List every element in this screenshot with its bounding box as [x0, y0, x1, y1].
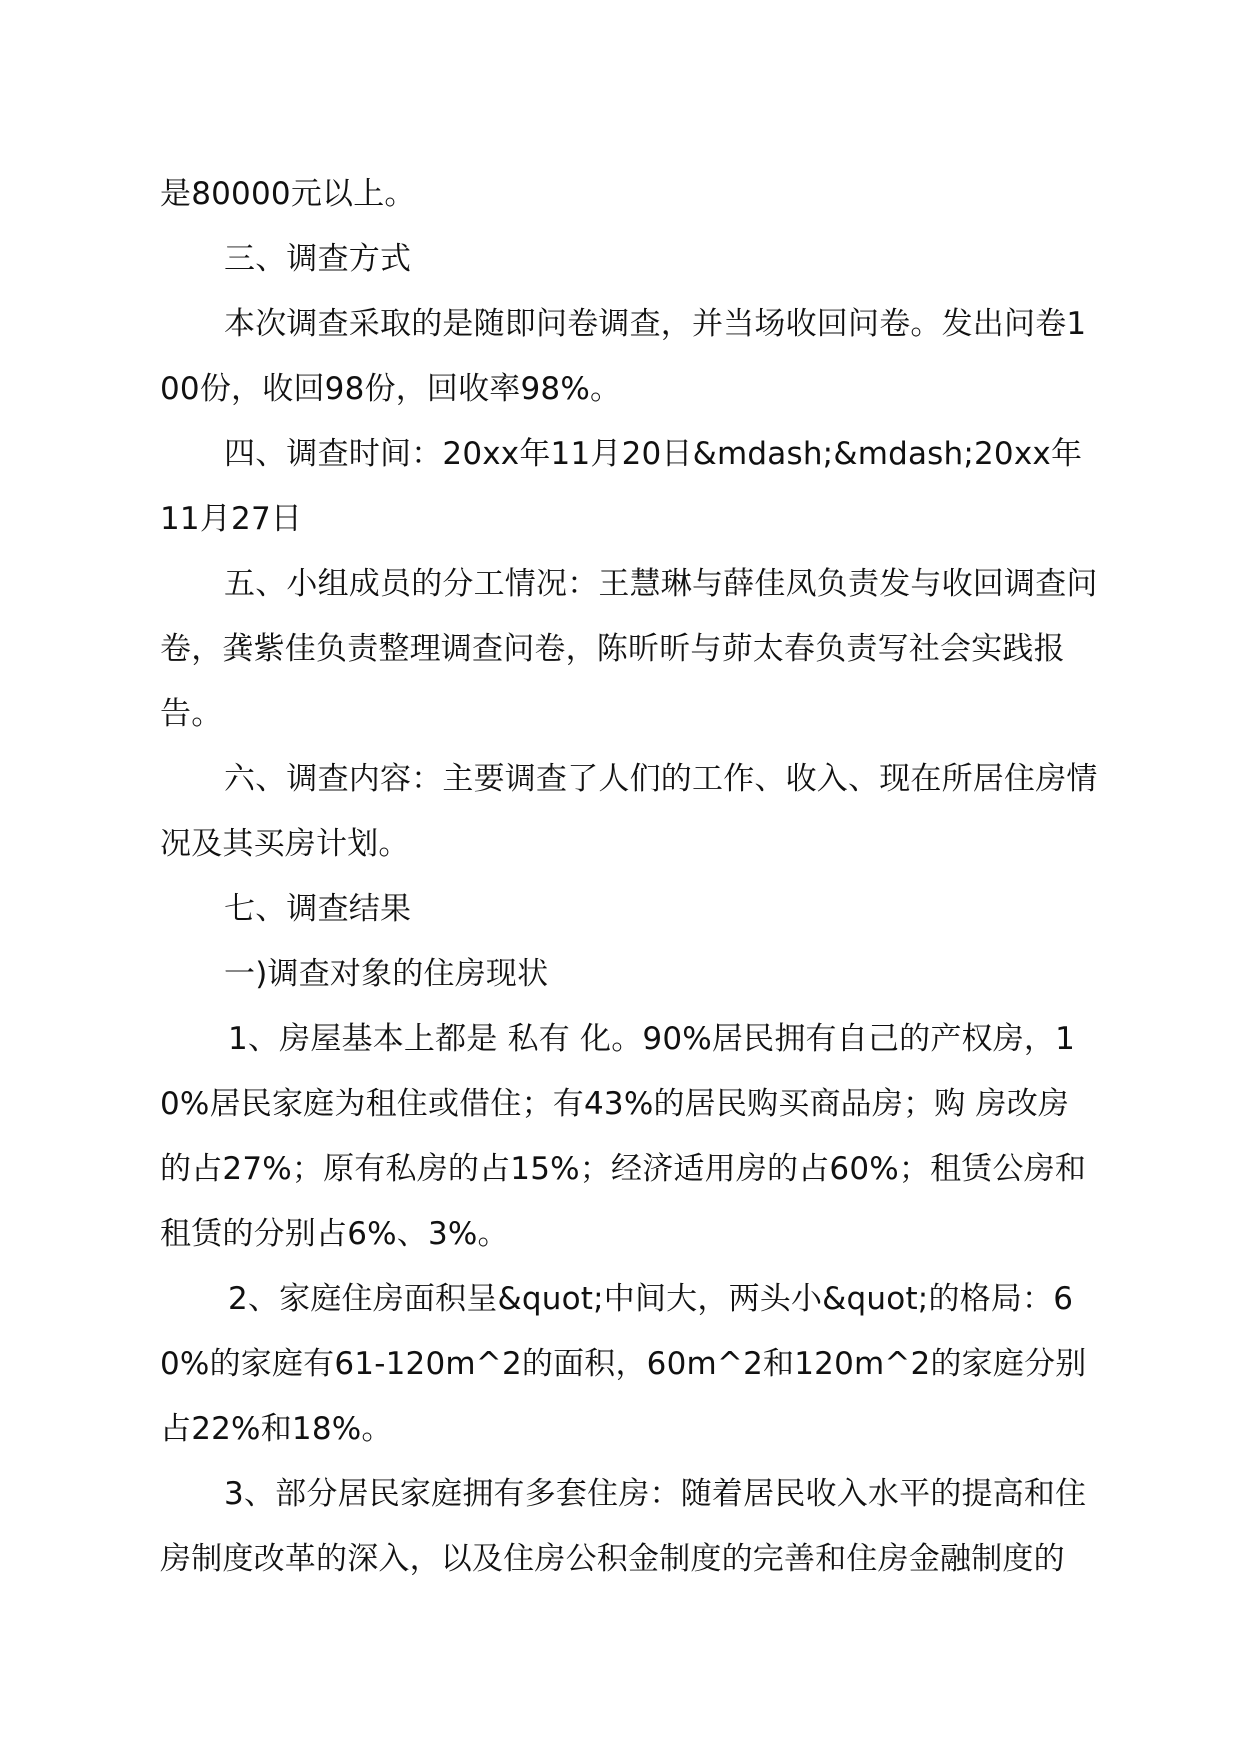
section-heading-survey-results: 七、调查结果 [224, 891, 412, 927]
paragraph-survey-content: 六、调查内容：主要调查了人们的工作、收入、现在所居住房情况及其买房计划。 [160, 761, 1098, 862]
paragraph-income-end: 是80000元以上。 [160, 176, 416, 212]
paragraph-result-2: 2、家庭住房面积呈&quot;中间大，两头小&quot;的格局：60%的家庭有61-120m^2的面积，60m^2和120m^2的家庭分别占22%和18%。 [160, 1281, 1087, 1447]
section-heading-survey-method: 三、调查方式 [224, 241, 412, 277]
subsection-heading-housing-status: 一)调查对象的住房现状 [224, 956, 549, 992]
paragraph-result-1: 1、房屋基本上都是 私有 化。90%居民拥有自己的产权房，10%居民家庭为租住或借住；有43%的居民购买商品房；购 房改房的占27%；原有私房的占15%；经济适用房的占60%；租赁公房和租赁的分别占6%、3%。 [160, 1021, 1087, 1252]
paragraph-team-roles: 五、小组成员的分工情况：王慧琳与薛佳凤负责发与收回调查问卷，龚紫佳负责整理调查问卷，陈昕昕与茆太春负责写社会实践报告。 [160, 566, 1098, 732]
document-body [160, 162, 1100, 1592]
paragraph-result-3: 3、部分居民家庭拥有多套住房：随着居民收入水平的提高和住房制度改革的深入，以及住房公积金制度的完善和住房金融制度的 [160, 1476, 1087, 1577]
paragraph-survey-time: 四、调查时间：20xx年11月20日&mdash;&mdash;20xx年11月27日 [160, 436, 1083, 537]
paragraph-survey-method: 本次调查采取的是随即问卷调查，并当场收回问卷。发出问卷100份，收回98份，回收率98%。 [160, 306, 1087, 407]
